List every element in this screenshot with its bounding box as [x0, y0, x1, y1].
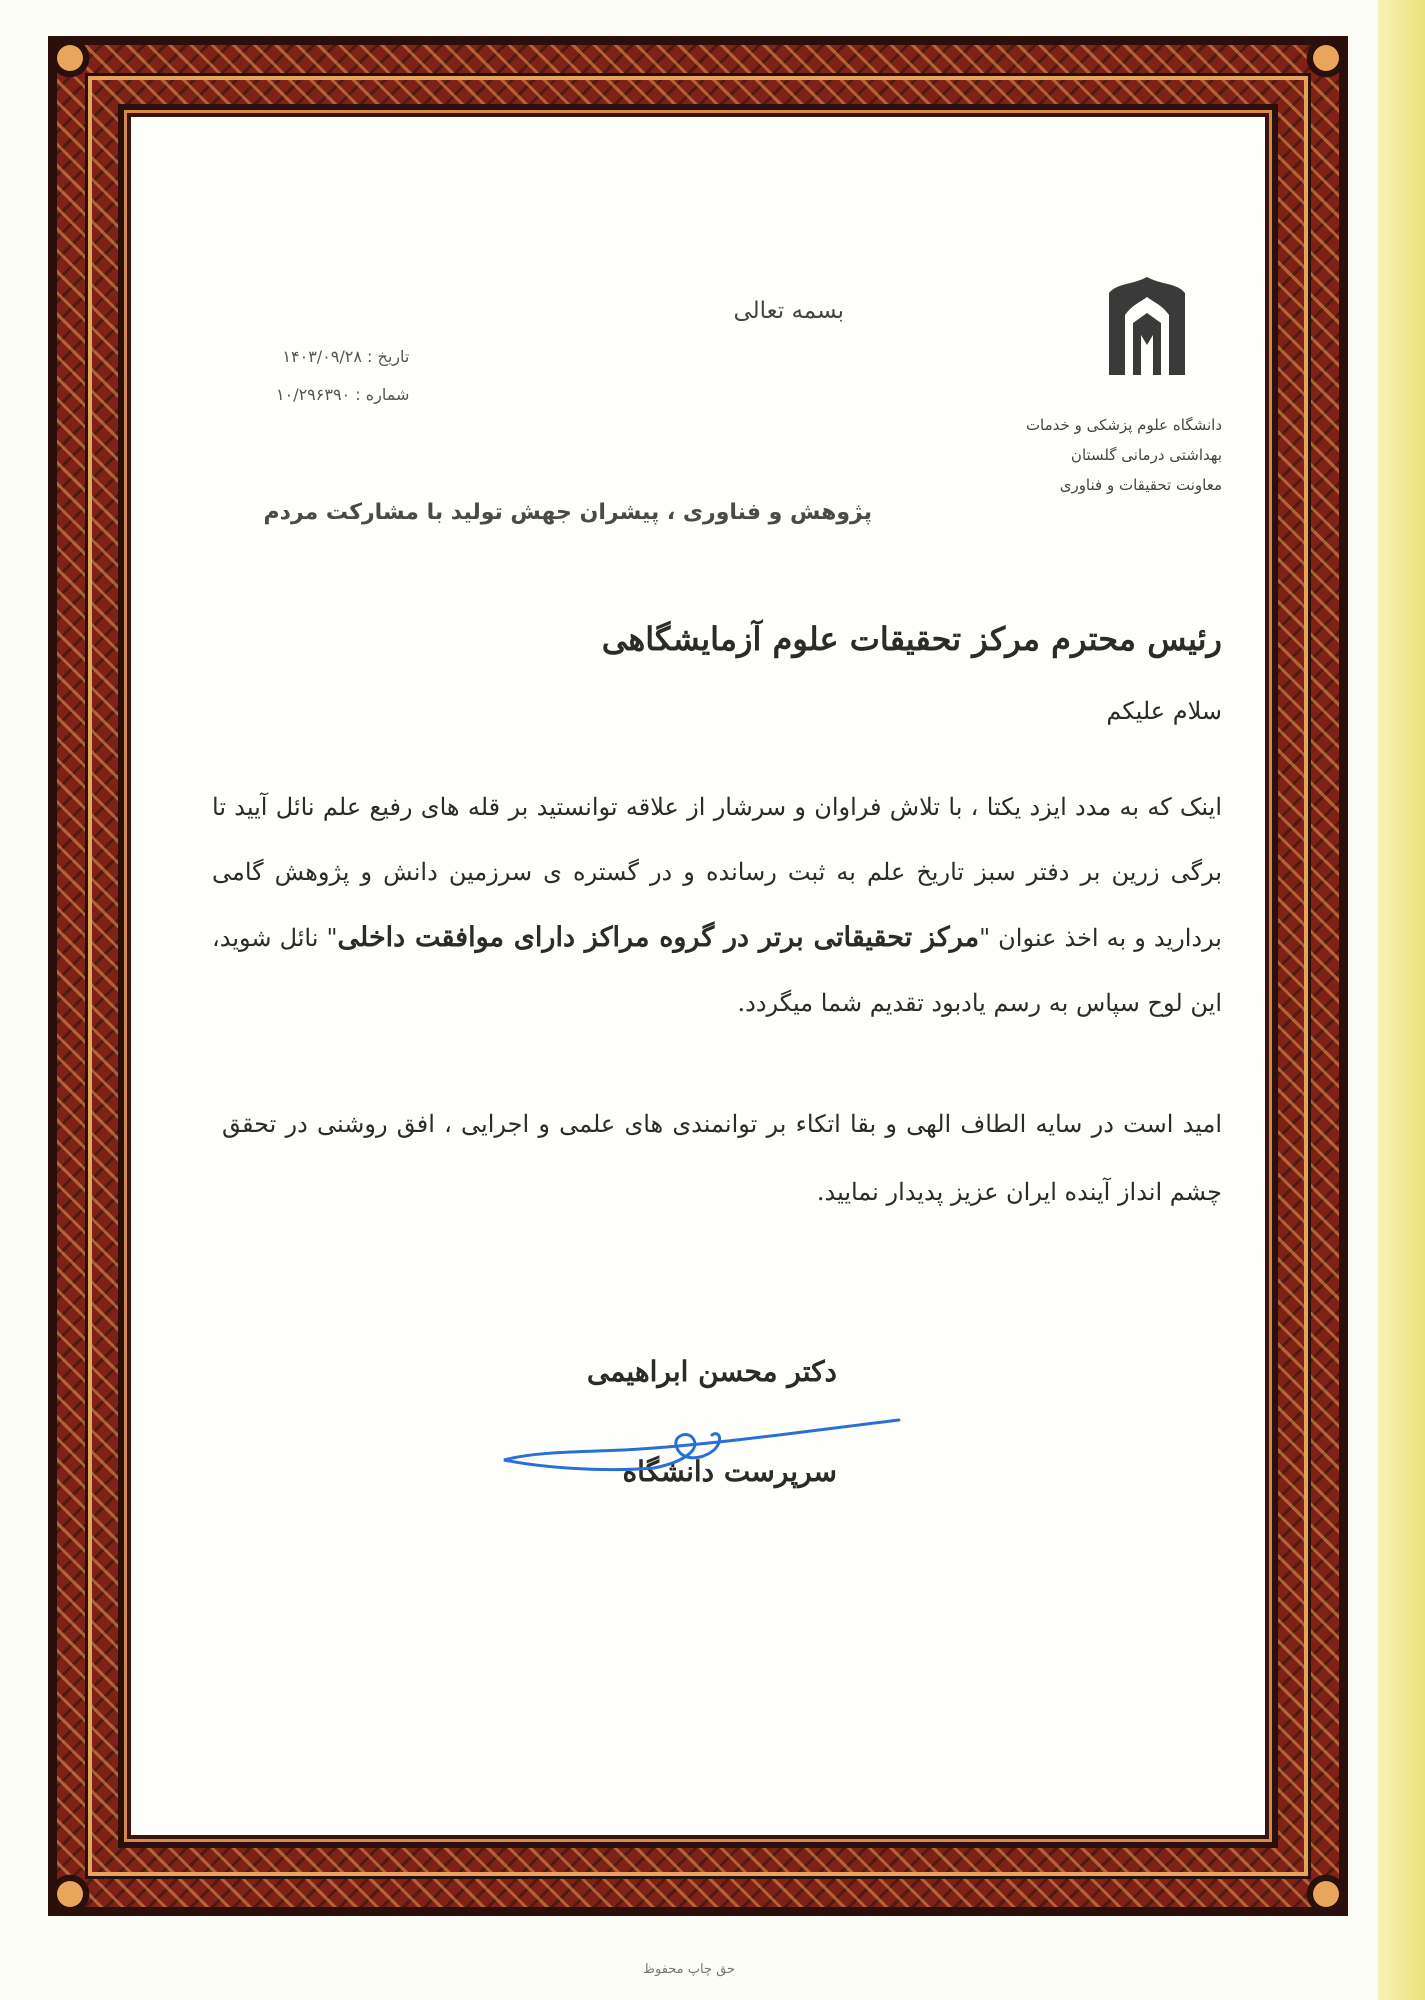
slogan: پژوهش و فناوری ، پیشران جهش تولید با مشارکت مردم	[263, 500, 872, 525]
paragraph-text: " نائل شوید، این لوح سپاس به رسم یادبود تقدیم شما میگردد.	[212, 924, 1222, 1017]
greeting: سلام علیکم	[1106, 697, 1222, 725]
institution-line: معاونت تحقیقات و فناوری	[1059, 476, 1222, 494]
scan-edge	[1378, 0, 1425, 2000]
basmala: بسمه تعالی	[733, 298, 844, 324]
frame-corner-ornament	[40, 28, 100, 88]
institution-line: بهداشتی درمانی گلستان	[1070, 446, 1222, 464]
frame-corner-ornament	[40, 1864, 100, 1924]
institution-line: دانشگاه علوم پزشکی و خدمات	[1025, 416, 1222, 434]
letter-meta	[276, 338, 409, 414]
institution-block	[1026, 410, 1222, 500]
copyright-footer: حق چاپ محفوظ	[642, 1962, 736, 1977]
university-logo	[1107, 275, 1187, 385]
letter-content	[124, 110, 1272, 1842]
letter-number: شماره : ۱۰/۲۹۶۳۹۰	[276, 385, 410, 404]
letter-date: تاریخ : ۱۴۰۳/۰۹/۲۸	[282, 347, 410, 366]
letter-paragraph	[212, 775, 1222, 1036]
frame-corner-ornament	[1296, 1864, 1356, 1924]
recipient-line: رئیس محترم مرکز تحقیقات علوم آزمایشگاهی	[601, 620, 1222, 658]
frame-corner-ornament	[1296, 28, 1356, 88]
letter-paragraph: امید است در سایه الطاف الهی و بقا اتکاء بر توانمندی های علمی و اجرایی ، افق روشنی در تحقق چشم انداز آینده ایران عزیز پدیدار نمایید.	[222, 1110, 1222, 1206]
signatory-name: دکتر محسن ابراهیمی	[586, 1355, 837, 1388]
paragraph-text: اینک که به مدد ایزد یکتا ، با تلاش فراوان و سرشار از علاقه توانستید بر قله های رفیع علم نائل آیید تا برگی زرین بر دفتر سبز تاریخ علم به ثبت رسانده و در گستره ی سرزمین دانش و پژوهش گامی بردارید و به اخذ عنوان "	[212, 793, 1222, 952]
signature-scribble	[484, 1390, 904, 1510]
signatory-title: سرپرست دانشگاه	[622, 1455, 837, 1488]
award-title: مرکز تحقیقاتی برتر در گروه مراکز دارای موافقت داخلی	[337, 922, 980, 953]
